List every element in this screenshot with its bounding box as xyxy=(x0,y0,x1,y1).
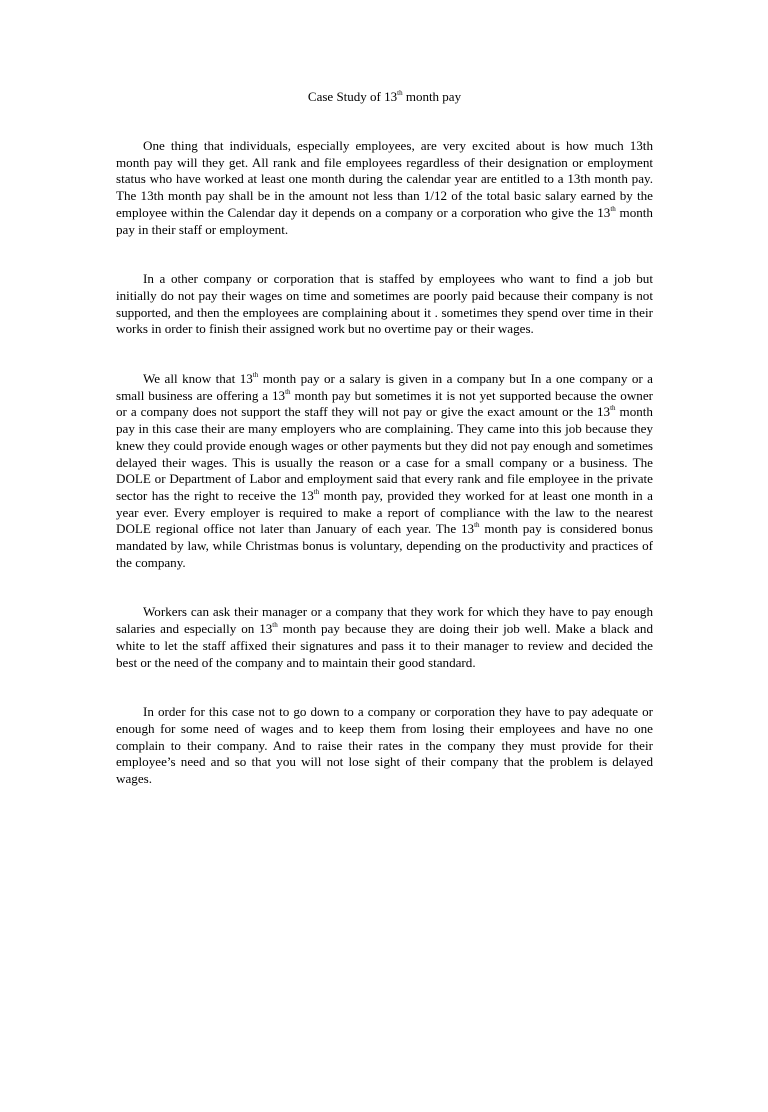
paragraph-text: In a other company or corporation that is staffed by employees who want to find a job but initially do not pay their wages on time and sometimes are poorly paid because their company is not supported, and then the employees are complaining about it . sometimes they spend over time in their works in order to finish their assigned work but no overtime pay or their wages. xyxy=(116,271,653,337)
superscript: th xyxy=(610,404,616,413)
paragraph-1 xyxy=(116,138,653,238)
superscript: th xyxy=(610,204,616,213)
paragraph-text: month pay in this case their are many employers who are complaining. They came into this job because they knew they could provide enough wages or other payments but they did not pay enough and sometimes delayed their wages. This is usually the reason or a case for a small company or a business. The DOLE or Department of Labor and employment said that every rank and file employee in the private sector has the right to receive the 13 xyxy=(116,404,653,503)
superscript: th xyxy=(285,387,291,396)
paragraph-text: In order for this case not to go down to a company or corporation they have to pay adequate or enough for some need of wages and to keep them from losing their employees and have no one complain to their company. And to raise their rates in the company they must provide for their employee’s need and so that you will not lose sight of their company that the problem is delayed wages. xyxy=(116,704,653,787)
paragraph-text: month pay, provided they worked for at least one month in a year ever. Every employer is required to make a report of compliance with the law to the nearest DOLE regional office not later than January of each year. The 13 xyxy=(116,487,653,537)
paragraph-4 xyxy=(116,604,653,671)
superscript: th xyxy=(474,521,480,530)
document-title xyxy=(116,88,653,105)
document-page xyxy=(0,88,768,1112)
title-text-end: month pay xyxy=(402,89,462,104)
superscript: th xyxy=(252,371,259,380)
title-superscript: th xyxy=(397,89,403,97)
paragraph-text: month pay in their staff or employment. xyxy=(116,204,653,237)
superscript: th xyxy=(313,487,320,496)
paragraph-text: Workers can ask their manager or a company that they work for which they have to pay enough salaries and especially on 13 xyxy=(116,604,653,637)
paragraph-text: month pay or a salary is given in a company but In a one company or a small business are offering a 13 xyxy=(116,371,653,403)
paragraph-text: month pay because they are doing their job well. Make a black and white to let the staff affixed their signatures and pass it to their manager to review and decided the best or the need of the company and to maintain their good standard. xyxy=(116,621,653,670)
paragraph-2 xyxy=(116,271,653,338)
title-text: Case Study of 13 xyxy=(307,89,398,104)
paragraph-text: We all know that 13 xyxy=(143,371,253,387)
paragraph-5 xyxy=(116,704,653,788)
paragraph-3 xyxy=(116,371,653,571)
paragraph-text: One thing that individuals, especially employees, are very excited about is how much 13th month pay will they get. All rank and file employees regardless of their designation or employment status who have worked at least one month during the calendar year are entitled to a 13th month pay. The 13th month pay shall be in the amount not less than 1/12 of the total basic salary earned by the employee within the Calendar day it depends on a company or a corporation who give the 13 xyxy=(116,138,653,220)
paragraph-text: month pay is considered bonus mandated by law, while Christmas bonus is voluntary, depending on the productivity and practices of the company. xyxy=(116,521,654,570)
superscript: th xyxy=(272,621,278,630)
paragraph-text: month pay but sometimes it is not yet supported because the owner or a company does not support the staff they will not pay or give the exact amount or the 13 xyxy=(116,387,654,420)
